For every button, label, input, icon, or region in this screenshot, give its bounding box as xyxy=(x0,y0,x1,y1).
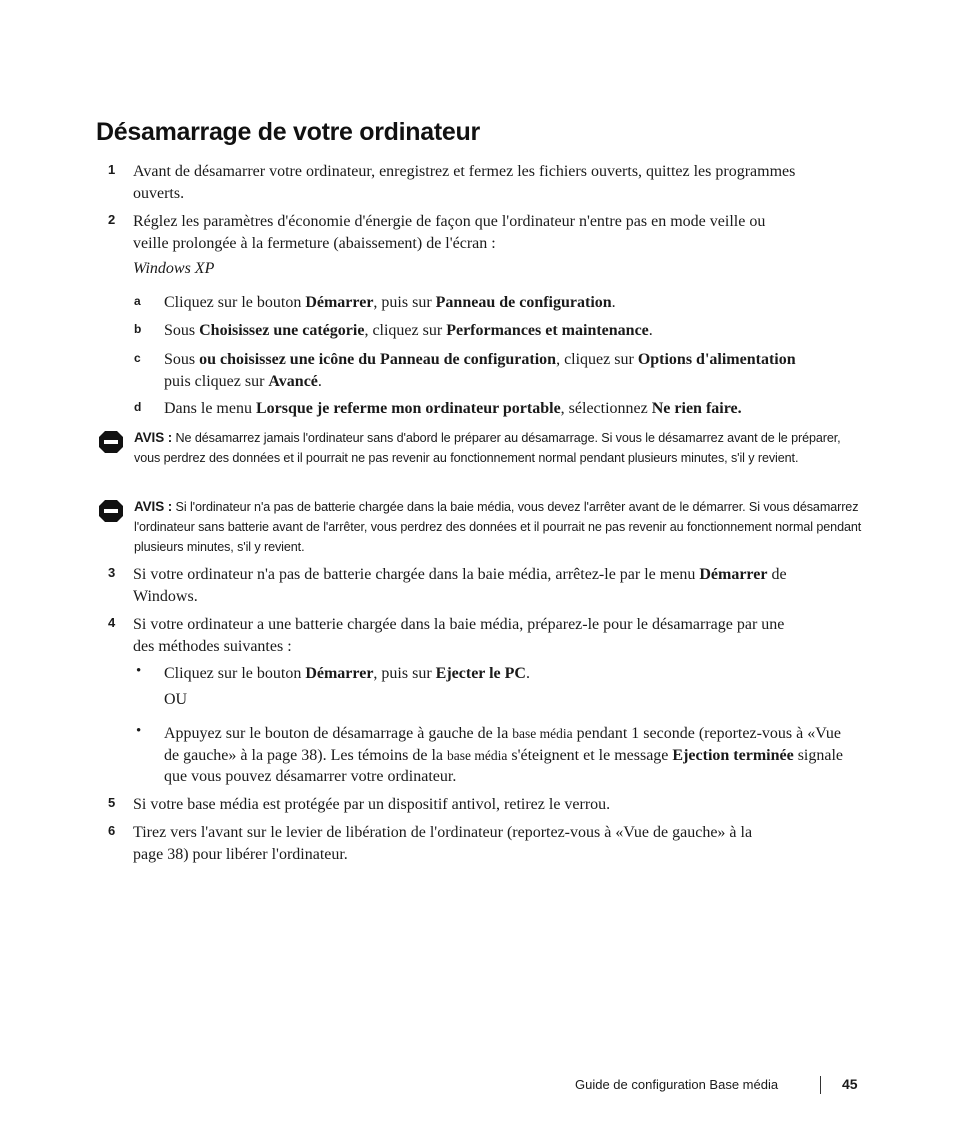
step-number: 2 xyxy=(108,212,116,227)
step-3 xyxy=(96,564,866,607)
notice-text: AVIS : Si l'ordinateur n'a pas de batterie chargée dans la baie média, vous devez l'arrêter avant de le démarrer. Si vous désamarrez l'ordinateur sans batterie avant de l'arrêter, vous perdrez des données et il pourrait ne pas revenir au fonctionnement normal pendant plusieurs minutes, s'il y revient. xyxy=(134,499,862,554)
bullet-symbol: • xyxy=(136,723,142,739)
step-text: Tirez vers l'avant sur le levier de libération de l'ordinateur (reportez-vous à «Vue de gauche» à la page 38) pour libérer l'ordinateur. xyxy=(133,824,753,863)
substep-c xyxy=(96,349,866,392)
notice-2 xyxy=(96,497,866,557)
page-number: 45 xyxy=(842,1076,858,1092)
footer-divider xyxy=(820,1076,821,1094)
substep-text: Sous Choisissez une catégorie, cliquez sur Performances et maintenance. xyxy=(164,322,653,339)
step-number: 4 xyxy=(108,615,116,630)
notice-icon xyxy=(98,499,124,523)
step-number: 3 xyxy=(108,565,116,580)
bullet-2 xyxy=(96,723,866,788)
bullet-symbol: • xyxy=(136,663,142,679)
step-1 xyxy=(96,161,866,204)
step-5 xyxy=(96,794,866,816)
bullet-text: Appuyez sur le bouton de désamarrage à gauche de la base média pendant 1 seconde (reportez-vous à «Vue de gauche» à la page 38). Les témoins de la base média s'éteignent et le message Ejection terminée signale que vous pouvez désamarrer votre ordinateur. xyxy=(164,725,844,785)
substep-letter: d xyxy=(134,400,142,414)
step-6 xyxy=(96,822,866,865)
bullet-1 xyxy=(96,663,866,685)
or-text: OU xyxy=(164,691,188,708)
bullet-text: Cliquez sur le bouton Démarrer, puis sur Ejecter le PC. xyxy=(164,665,530,682)
step-text: Si votre base média est protégée par un dispositif antivol, retirez le verrou. xyxy=(133,796,611,813)
step-number: 1 xyxy=(108,162,116,177)
substep-letter: b xyxy=(134,322,142,336)
step-text: Réglez les paramètres d'économie d'énergie de façon que l'ordinateur n'entre pas en mode veille ou veille prolongée à la fermeture (abaissement) de l'écran : xyxy=(133,213,766,252)
step-number: 5 xyxy=(108,795,116,810)
notice-icon xyxy=(98,430,124,454)
step-2 xyxy=(96,211,866,254)
substep-letter: c xyxy=(134,351,141,365)
substep-letter: a xyxy=(134,294,141,308)
step-text: Avant de désamarrer votre ordinateur, enregistrez et fermez les fichiers ouverts, quittez les programmes ouverts. xyxy=(133,163,796,202)
step-number: 6 xyxy=(108,823,116,838)
os-label: Windows XP xyxy=(133,260,215,277)
substep-a xyxy=(96,292,866,314)
substep-text: Cliquez sur le bouton Démarrer, puis sur Panneau de configuration. xyxy=(164,294,616,311)
substep-text: Dans le menu Lorsque je referme mon ordinateur portable, sélectionnez Ne rien faire. xyxy=(164,400,742,417)
substep-text: Sous ou choisissez une icône du Panneau de configuration, cliquez sur Options d'alimentation puis cliquez sur Avancé. xyxy=(164,351,796,390)
step-4 xyxy=(96,614,866,657)
step-text: Si votre ordinateur n'a pas de batterie chargée dans la baie média, arrêtez-le par le menu Démarrer de Windows. xyxy=(133,566,787,605)
footer-guide-title: Guide de configuration Base média xyxy=(575,1077,779,1092)
notice-1 xyxy=(96,428,866,469)
substep-d xyxy=(96,398,866,420)
page-title: Désamarrage de votre ordinateur xyxy=(96,118,480,146)
step-text: Si votre ordinateur a une batterie chargée dans la baie média, préparez-le pour le désamarrage par une des méthodes suivantes : xyxy=(133,616,785,655)
substep-b xyxy=(96,320,866,342)
notice-text: AVIS : Ne désamarrez jamais l'ordinateur sans d'abord le préparer au désamarrage. Si vous le désamarrez avant de le préparer, vous perdrez des données et il pourrait ne pas revenir au fonctionnement normal pendant plusieurs minutes, s'il y revient. xyxy=(134,430,841,465)
